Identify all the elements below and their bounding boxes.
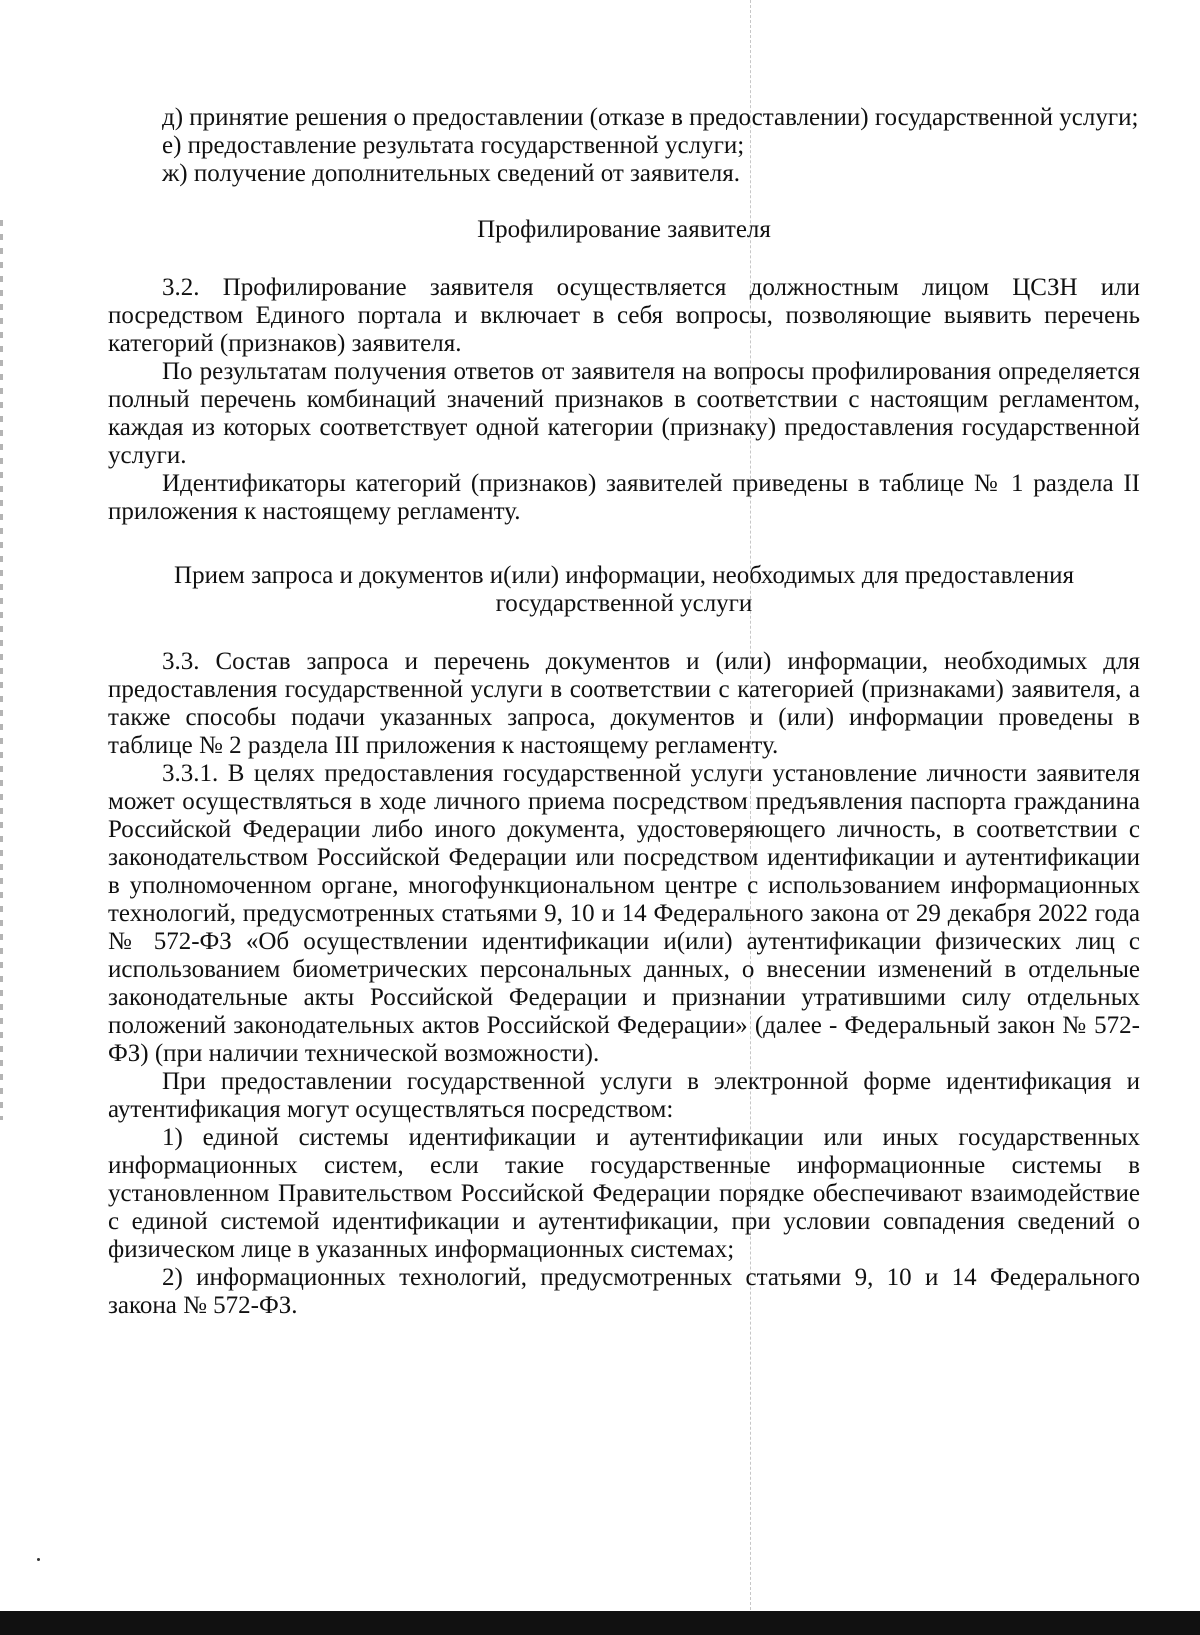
paragraph-profiling-results: По результатам получения ответов от заявителя на вопросы профилирования определяется полный перечень комбинаций значений признаков в соответствии с настоящим регламентом, каждая из которых соответствует одной категории (признаку) предоставления государственной услуги. (108, 358, 1140, 469)
paragraph-3-3: 3.3. Состав запроса и перечень документов и (или) информации, необходимых для предоставления государственной услуги в соответствии с категорией (признаками) заявителя, а также способы подачи указанных запроса, документов и (или) информации проведены в таблице № 2 раздела III приложения к настоящему регламенту. (108, 648, 1140, 759)
list-item-zh: ж) получение дополнительных сведений от заявителя. (162, 160, 740, 187)
paragraph-identifiers: Идентификаторы категорий (признаков) заявителей приведены в таблице № 1 раздела II приложения к настоящему регламенту. (108, 470, 1140, 525)
section-heading-reception-line2: государственной услуги (495, 590, 753, 617)
spacer (108, 244, 1140, 274)
document-body (108, 104, 1140, 1320)
list-item-e: е) предоставление результата государственной услуги; (162, 132, 745, 159)
spacer (108, 526, 1140, 562)
paragraph-item-2: 2) информационных технологий, предусмотренных статьями 9, 10 и 14 Федерального закона № 572-ФЗ. (108, 1264, 1140, 1319)
paragraph-3-3-1: 3.3.1. В целях предоставления государственной услуги установление личности заявителя может осуществляться в ходе личного приема посредством предъявления паспорта гражданина Российской Федерации либо иного документа, удостоверяющего личность, в соответствии с законодательством Российской Федерации или посредством идентификации и аутентификации в уполномоченном органе, многофункциональном центре с использованием информационных технологий, предусмотренных статьями 9, 10 и 14 Федерального закона от 29 декабря 2022 года № 572-ФЗ «Об осуществлении идентификации и(или) аутентификации физических лиц с использованием биометрических персональных данных, о внесении изменений в отдельные законодательные акты Российской Федерации и признании утратившими силу отдельных положений законодательных актов Российской Федерации» (далее - Федеральный закон № 572-ФЗ) (при наличии технической возможности). (108, 760, 1140, 1067)
paragraph-3-2: 3.2. Профилирование заявителя осуществляется должностным лицом ЦСЗН или посредством Единого портала и включает в себя вопросы, позволяющие выявить перечень категорий (признаков) заявителя. (108, 274, 1140, 357)
spacer (108, 188, 1140, 216)
scan-left-edge (0, 220, 3, 1120)
scan-speck (37, 1558, 40, 1561)
scan-bottom-bar (0, 1611, 1200, 1635)
paragraph-electronic-form: При предоставлении государственной услуги в электронной форме идентификация и аутентификация могут осуществляться посредством: (108, 1068, 1140, 1123)
paragraph-item-1: 1) единой системы идентификации и аутентификации или иных государственных информационных систем, если такие государственные информационные системы в установленном Правительством Российской Федерации порядке обеспечивают взаимодействие с единой системой идентификации и аутентификации, при условии совпадения сведений о физическом лице в указанных информационных системах; (108, 1124, 1140, 1263)
section-heading-profiling: Профилирование заявителя (477, 216, 771, 243)
spacer (108, 618, 1140, 648)
section-heading-reception-line1: Прием запроса и документов и(или) информации, необходимых для предоставления (174, 562, 1074, 589)
list-item-d: д) принятие решения о предоставлении (отказе в предоставлении) государственной услуги; (162, 104, 1139, 131)
